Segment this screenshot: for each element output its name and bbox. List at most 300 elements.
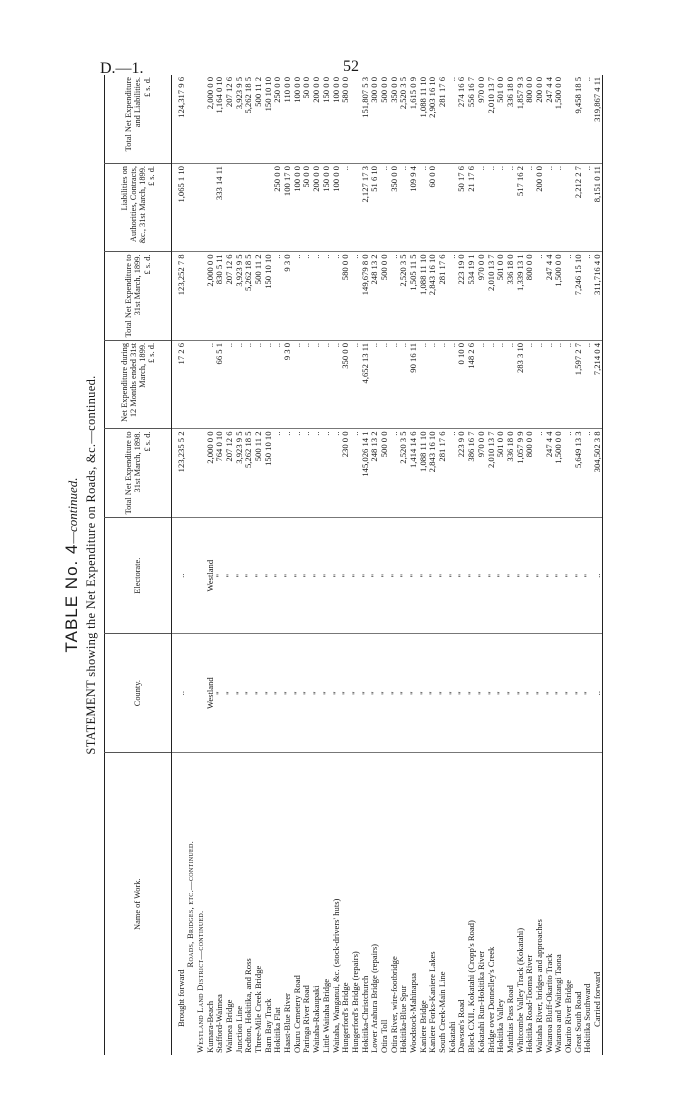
total-with-liabilities-cell: 500 0 0 bbox=[378, 77, 389, 103]
total-1898-cell: .. bbox=[292, 429, 302, 518]
total-with-liabilities-cell: 5,262 18 5 bbox=[243, 77, 254, 114]
liabilities-cell: 50 0 0 bbox=[302, 164, 312, 252]
total-with-liabilities-cell bbox=[350, 75, 360, 164]
net-12-months-cell: .. bbox=[312, 340, 322, 429]
col-net-12-months bbox=[105, 340, 172, 429]
total-1899-cell: 247 4 4 bbox=[544, 252, 554, 341]
total-with-liabilities-cell: 501 0 0 bbox=[495, 77, 506, 103]
total-1898-cell: .. bbox=[302, 429, 312, 518]
total-1898-cell: 5,649 13 3 bbox=[573, 429, 583, 518]
table-row bbox=[244, 75, 254, 1055]
total-1899-cell: 5,262 18 5 bbox=[244, 252, 254, 341]
county-cell: " bbox=[544, 633, 554, 752]
total-1899-cell: .. bbox=[292, 252, 302, 341]
col-total-1899 bbox=[105, 252, 172, 341]
work-name: Wataroa and Waitangi Taona bbox=[554, 753, 564, 1055]
total-1899-cell: .. bbox=[389, 252, 399, 341]
total-1899-cell: 207 12 6 bbox=[224, 252, 234, 341]
table-row bbox=[409, 75, 419, 1055]
total-1899-cell: .. bbox=[583, 252, 593, 341]
electorate-cell: " bbox=[525, 518, 535, 633]
table-row bbox=[312, 75, 322, 1055]
county-cell: " bbox=[515, 633, 525, 752]
total-1898-cell: .. bbox=[583, 429, 593, 518]
work-name: South Creek-Main Line bbox=[438, 753, 448, 1055]
work-name: Lower Arahura Bridge (repairs) bbox=[370, 753, 380, 1055]
net-12-months-cell: .. bbox=[263, 340, 273, 429]
table-row bbox=[457, 75, 467, 1055]
net-12-months-cell: .. bbox=[244, 340, 254, 429]
electorate-cell bbox=[186, 518, 196, 633]
net-12-months-cell: .. bbox=[292, 340, 302, 429]
liabilities-cell bbox=[447, 164, 457, 252]
total-with-liabilities-cell: 1,500 0 0 bbox=[553, 77, 564, 110]
county-cell: " bbox=[447, 633, 457, 752]
total-1898-cell: 230 0 0 bbox=[341, 429, 351, 518]
total-with-liabilities-cell: 2,000 0 0 bbox=[204, 77, 215, 110]
net-12-months-cell: 7,214 0 4 bbox=[593, 340, 603, 429]
work-name: Kaniere Bridge bbox=[418, 753, 428, 1055]
net-12-months-cell: .. bbox=[273, 340, 283, 429]
net-12-months-cell: .. bbox=[234, 340, 244, 429]
liabilities-cell: .. bbox=[341, 164, 351, 252]
liabilities-cell bbox=[224, 164, 234, 252]
work-name: Woodstock-Mahinapua bbox=[409, 753, 419, 1055]
county-cell: " bbox=[215, 633, 225, 752]
table-row bbox=[515, 75, 525, 1055]
liabilities-cell: 100 0 0 bbox=[331, 164, 341, 252]
total-with-liabilities-cell: .. bbox=[582, 77, 593, 82]
liabilities-cell: .. bbox=[544, 164, 554, 252]
county-cell: " bbox=[467, 633, 477, 752]
total-with-liabilities-cell: 281 17 6 bbox=[437, 77, 448, 108]
total-with-liabilities-cell: 207 12 6 bbox=[223, 77, 234, 108]
total-with-liabilities-cell: 2,520 3 5 bbox=[398, 77, 409, 110]
county-cell bbox=[186, 633, 196, 752]
liabilities-cell: .. bbox=[476, 164, 486, 252]
work-name: Block CXII., Kokatahi (Cropp's Road) bbox=[467, 753, 477, 1055]
table-row bbox=[573, 75, 583, 1055]
net-12-months-cell: .. bbox=[428, 340, 438, 429]
electorate-cell: " bbox=[476, 518, 486, 633]
total-with-liabilities-cell: 250 0 0 bbox=[272, 77, 283, 103]
total-with-liabilities-cell: 319,867 4 11 bbox=[593, 75, 603, 164]
total-1899-cell: 500 0 0 bbox=[379, 252, 389, 341]
header-row bbox=[105, 75, 172, 1055]
electorate-cell: " bbox=[554, 518, 564, 633]
total-1899-cell: 2,843 16 10 bbox=[428, 252, 438, 341]
net-12-months-cell: .. bbox=[583, 340, 593, 429]
work-name: Hungerford's Bridge bbox=[341, 753, 351, 1055]
work-name: Kaniere Forks-Kaniere Lakes bbox=[428, 753, 438, 1055]
liabilities-cell: .. bbox=[496, 164, 506, 252]
electorate-cell: " bbox=[505, 518, 515, 633]
total-1899-cell: 248 13 2 bbox=[370, 252, 380, 341]
liabilities-cell: 21 17 6 bbox=[467, 164, 477, 252]
net-12-months-cell: .. bbox=[564, 340, 574, 429]
electorate-cell: " bbox=[244, 518, 254, 633]
table-title-suffix: —continued. bbox=[65, 477, 80, 544]
col-total-with-liabilities-label: Total Net Expenditure and Liabilities. bbox=[124, 77, 143, 152]
total-1899-cell: 1,088 11 10 bbox=[418, 252, 428, 341]
work-name: Waitaha, Wanganui, &c. (stock-drivers' huts) bbox=[331, 753, 341, 1055]
liabilities-cell: 200 0 0 bbox=[534, 164, 544, 252]
work-name: Hokitika-Christchurch bbox=[360, 753, 370, 1055]
total-with-liabilities-cell: 2,903 16 10 bbox=[427, 77, 438, 118]
liabilities-cell bbox=[234, 164, 244, 252]
total-1899-cell: 123,252 7 8 bbox=[172, 252, 186, 341]
document-code: D.—1. bbox=[100, 60, 144, 77]
liabilities-cell: .. bbox=[583, 164, 593, 252]
electorate-cell: " bbox=[447, 518, 457, 633]
electorate-cell: " bbox=[409, 518, 419, 633]
net-12-months-cell: .. bbox=[379, 340, 389, 429]
net-12-months-cell: 9 3 0 bbox=[283, 340, 293, 429]
liabilities-cell: .. bbox=[554, 164, 564, 252]
net-12-months-cell: .. bbox=[321, 340, 331, 429]
electorate-cell: " bbox=[370, 518, 380, 633]
liabilities-cell: 350 0 0 bbox=[389, 164, 399, 252]
table-row bbox=[486, 75, 496, 1055]
col-liabilities bbox=[105, 164, 172, 252]
county-cell: " bbox=[244, 633, 254, 752]
table-row bbox=[292, 75, 302, 1055]
total-1898-cell: 150 10 10 bbox=[263, 429, 273, 518]
total-1899-cell: 150 10 10 bbox=[263, 252, 273, 341]
total-with-liabilities-cell: .. bbox=[446, 77, 457, 82]
total-1898-cell: 386 16 7 bbox=[467, 429, 477, 518]
total-1899-cell bbox=[186, 252, 196, 341]
liabilities-cell: .. bbox=[399, 164, 409, 252]
county-cell: " bbox=[534, 633, 544, 752]
total-with-liabilities-cell: 150 0 0 bbox=[320, 77, 331, 103]
total-with-liabilities-cell: 500 11 2 bbox=[253, 77, 264, 107]
electorate-cell: " bbox=[534, 518, 544, 633]
electorate-cell: " bbox=[428, 518, 438, 633]
liabilities-cell: .. bbox=[418, 164, 428, 252]
total-1898-cell: .. bbox=[331, 429, 341, 518]
liabilities-cell: 8,151 0 11 bbox=[593, 164, 603, 252]
net-12-months-cell: 283 3 10 bbox=[515, 340, 525, 429]
total-1899-cell: 7,246 15 10 bbox=[573, 252, 583, 341]
county-cell: Westland bbox=[205, 633, 215, 752]
county-cell: " bbox=[486, 633, 496, 752]
total-1899-cell: .. bbox=[321, 252, 331, 341]
work-name: Hungerford's Bridge (repairs) bbox=[350, 753, 360, 1055]
work-name: Okuru Cemetery Road bbox=[292, 753, 302, 1055]
total-with-liabilities-cell: 110 0 0 bbox=[282, 77, 293, 103]
total-1898-cell: 1,500 0 0 bbox=[554, 429, 564, 518]
total-with-liabilities-cell: 1,857 9 3 bbox=[514, 77, 525, 110]
liabilities-cell: 109 9 4 bbox=[409, 164, 419, 252]
net-12-months-cell: .. bbox=[447, 340, 457, 429]
electorate-cell: Westland bbox=[205, 518, 215, 633]
county-cell: " bbox=[583, 633, 593, 752]
total-1899-cell: 336 18 0 bbox=[505, 252, 515, 341]
electorate-cell: " bbox=[389, 518, 399, 633]
county-cell: " bbox=[418, 633, 428, 752]
total-with-liabilities-cell: 580 0 0 bbox=[340, 77, 351, 103]
liabilities-cell bbox=[263, 164, 273, 252]
electorate-cell: " bbox=[438, 518, 448, 633]
county-cell: " bbox=[409, 633, 419, 752]
total-1899-cell: 2,520 3 5 bbox=[399, 252, 409, 341]
liabilities-cell bbox=[350, 164, 360, 252]
net-12-months-cell: .. bbox=[534, 340, 544, 429]
work-name: Kokatahi Run-Hokitika River bbox=[476, 753, 486, 1055]
work-name: Haast-Blue River bbox=[283, 753, 293, 1055]
net-12-months-cell: .. bbox=[370, 340, 380, 429]
net-12-months-cell: .. bbox=[302, 340, 312, 429]
total-with-liabilities-cell: 800 0 0 bbox=[524, 77, 535, 103]
county-cell: " bbox=[331, 633, 341, 752]
county-cell: " bbox=[302, 633, 312, 752]
table-row bbox=[438, 75, 448, 1055]
table-row bbox=[389, 75, 399, 1055]
table-row bbox=[593, 75, 603, 1055]
electorate-cell: " bbox=[496, 518, 506, 633]
county-cell: " bbox=[283, 633, 293, 752]
work-name: Bridge over Donnelley's Creek bbox=[486, 753, 496, 1055]
total-1898-cell: 304,502 3 8 bbox=[593, 429, 603, 518]
total-1898-cell: 1,088 11 10 bbox=[418, 429, 428, 518]
liabilities-cell: 50 17 6 bbox=[457, 164, 467, 252]
electorate-cell: " bbox=[573, 518, 583, 633]
total-1898-cell: 764 0 10 bbox=[215, 429, 225, 518]
total-with-liabilities-cell: 970 0 0 bbox=[475, 77, 486, 103]
work-name: Matthias Pass Road bbox=[505, 753, 515, 1055]
net-12-months-cell: 90 16 11 bbox=[409, 340, 419, 429]
net-12-months-cell: .. bbox=[525, 340, 535, 429]
total-1899-cell: 3,923 9 5 bbox=[234, 252, 244, 341]
table-row bbox=[525, 75, 535, 1055]
table-row bbox=[215, 75, 225, 1055]
work-name: Little Waitaha Bridge bbox=[321, 753, 331, 1055]
work-name: Three-Mile Creek Bridge bbox=[254, 753, 264, 1055]
net-12-months-cell: .. bbox=[205, 340, 215, 429]
electorate-cell: " bbox=[467, 518, 477, 633]
net-12-months-cell: .. bbox=[554, 340, 564, 429]
net-12-months-cell: .. bbox=[224, 340, 234, 429]
net-12-months-cell: 0 10 0 bbox=[457, 340, 467, 429]
total-1898-cell: .. bbox=[534, 429, 544, 518]
total-1899-cell: 534 19 1 bbox=[467, 252, 477, 341]
total-1899-cell: 1,339 13 1 bbox=[515, 252, 525, 341]
total-1898-cell bbox=[195, 429, 205, 518]
net-12-months-cell: 66 5 1 bbox=[215, 340, 225, 429]
col-county: County. bbox=[105, 633, 172, 752]
county-cell: " bbox=[254, 633, 264, 752]
col-total-with-liabilities bbox=[105, 75, 172, 164]
table-title-main: TABLE No. 4 bbox=[62, 543, 81, 653]
total-1899-cell: 501 0 0 bbox=[496, 252, 506, 341]
total-with-liabilities-cell bbox=[195, 75, 205, 164]
net-12-months-cell: .. bbox=[254, 340, 264, 429]
rotated-table-page bbox=[62, 75, 672, 1055]
table-row bbox=[370, 75, 380, 1055]
county-cell: " bbox=[564, 633, 574, 752]
lsd-label: £ s. d. bbox=[142, 77, 152, 98]
net-12-months-cell: 17 2 6 bbox=[172, 340, 186, 429]
work-name: Barn Bay Track bbox=[263, 753, 273, 1055]
total-with-liabilities-cell: 50 0 0 bbox=[301, 77, 312, 99]
electorate-cell: " bbox=[341, 518, 351, 633]
work-name: Waitaha River, bridges and approaches bbox=[534, 753, 544, 1055]
liabilities-cell: .. bbox=[505, 164, 515, 252]
table-body bbox=[172, 75, 603, 1055]
table-row bbox=[254, 75, 264, 1055]
work-name: Hokitika Road-Tooma River bbox=[525, 753, 535, 1055]
total-1898-cell: 2,000 0 0 bbox=[205, 429, 215, 518]
total-with-liabilities-cell: 100 0 0 bbox=[330, 77, 341, 103]
liabilities-cell: 51 6 10 bbox=[370, 164, 380, 252]
table-row bbox=[224, 75, 234, 1055]
col-liabilities-label: Liabilities on Authorities, Contracts, &c., 31st March, 1899. bbox=[119, 166, 147, 244]
total-with-liabilities-cell: 1,164 0 10 bbox=[214, 77, 225, 114]
electorate-cell: " bbox=[515, 518, 525, 633]
work-name: Westland Land District—continued. bbox=[195, 753, 205, 1055]
table-row bbox=[544, 75, 554, 1055]
net-12-months-cell: .. bbox=[496, 340, 506, 429]
total-1899-cell: .. bbox=[534, 252, 544, 341]
liabilities-cell: 517 16 2 bbox=[515, 164, 525, 252]
net-12-months-cell: .. bbox=[418, 340, 428, 429]
work-name: Hokitika Flat bbox=[273, 753, 283, 1055]
net-12-months-cell: 1,597 2 7 bbox=[573, 340, 583, 429]
total-1899-cell: .. bbox=[302, 252, 312, 341]
net-12-months-cell: .. bbox=[505, 340, 515, 429]
table-row bbox=[534, 75, 544, 1055]
table-row bbox=[554, 75, 564, 1055]
county-cell: " bbox=[379, 633, 389, 752]
table-row bbox=[564, 75, 574, 1055]
net-12-months-cell: .. bbox=[389, 340, 399, 429]
electorate-cell: " bbox=[302, 518, 312, 633]
electorate-cell: " bbox=[321, 518, 331, 633]
work-name: Brought forward bbox=[172, 753, 186, 1055]
total-1898-cell: .. bbox=[321, 429, 331, 518]
county-cell: .. bbox=[172, 633, 186, 752]
liabilities-cell: .. bbox=[525, 164, 535, 252]
work-name: Dawson's Road bbox=[457, 753, 467, 1055]
electorate-cell: .. bbox=[593, 518, 603, 633]
electorate-cell: " bbox=[254, 518, 264, 633]
total-1898-cell: .. bbox=[564, 429, 574, 518]
county-cell: " bbox=[525, 633, 535, 752]
total-1899-cell: 2,000 0 0 bbox=[205, 252, 215, 341]
work-name: Wataroa Bluff-Okarito Track bbox=[544, 753, 554, 1055]
lsd-label: £ s. d. bbox=[147, 166, 157, 187]
net-12-months-cell: .. bbox=[331, 340, 341, 429]
total-with-liabilities-cell: 150 10 10 bbox=[262, 77, 273, 112]
total-1899-cell: 500 11 2 bbox=[254, 252, 264, 341]
table-row bbox=[283, 75, 293, 1055]
table-row bbox=[350, 75, 360, 1055]
liabilities-cell bbox=[205, 164, 215, 252]
net-12-months-cell: .. bbox=[544, 340, 554, 429]
table-row bbox=[583, 75, 593, 1055]
total-1898-cell: .. bbox=[447, 429, 457, 518]
electorate-cell: " bbox=[350, 518, 360, 633]
table-row bbox=[321, 75, 331, 1055]
total-1899-cell: 800 0 0 bbox=[525, 252, 535, 341]
total-with-liabilities-cell: 151,807 5 3 bbox=[359, 77, 370, 118]
total-1898-cell: .. bbox=[312, 429, 322, 518]
table-row bbox=[360, 75, 370, 1055]
county-cell: " bbox=[505, 633, 515, 752]
total-with-liabilities-cell: 200 0 0 bbox=[311, 77, 322, 103]
total-with-liabilities-cell: 556 16 7 bbox=[466, 77, 477, 108]
total-with-liabilities-cell: 336 18 0 bbox=[504, 77, 515, 108]
electorate-cell: " bbox=[564, 518, 574, 633]
lsd-label: £ s. d. bbox=[142, 254, 152, 275]
county-cell bbox=[195, 633, 205, 752]
electorate-cell: " bbox=[379, 518, 389, 633]
total-with-liabilities-cell: 9,458 18 5 bbox=[572, 77, 583, 114]
lsd-label: £ s. d. bbox=[142, 431, 152, 452]
liabilities-cell: 2,212 2 7 bbox=[573, 164, 583, 252]
electorate-cell: " bbox=[234, 518, 244, 633]
table-row bbox=[341, 75, 351, 1055]
total-with-liabilities-cell: 3,923 9 5 bbox=[233, 77, 244, 110]
total-1898-cell: 247 4 4 bbox=[544, 429, 554, 518]
total-1899-cell: 281 17 6 bbox=[438, 252, 448, 341]
county-cell: " bbox=[263, 633, 273, 752]
total-1899-cell: 2,010 13 7 bbox=[486, 252, 496, 341]
work-name: Otira River, wire-footbridge bbox=[389, 753, 399, 1055]
work-name: Roads, Bridges, etc.—continued. bbox=[186, 753, 196, 1055]
work-name: Hokitika Valley bbox=[496, 753, 506, 1055]
liabilities-cell: 100 17 0 bbox=[283, 164, 293, 252]
liabilities-cell bbox=[254, 164, 264, 252]
total-with-liabilities-cell: 1,088 11 10 bbox=[417, 77, 428, 118]
work-name: Whitcombe Valley Track (Kokatahi) bbox=[515, 753, 525, 1055]
total-with-liabilities-cell: 274 16 6 bbox=[456, 77, 467, 108]
col-electorate: Electorate. bbox=[105, 518, 172, 633]
table-title bbox=[62, 75, 82, 1055]
table-row bbox=[195, 75, 205, 1055]
total-1899-cell: 580 0 0 bbox=[341, 252, 351, 341]
total-1898-cell: 223 9 0 bbox=[457, 429, 467, 518]
electorate-cell: " bbox=[418, 518, 428, 633]
electorate-cell: .. bbox=[172, 518, 186, 633]
net-12-months-cell: 148 2 6 bbox=[467, 340, 477, 429]
table-row bbox=[234, 75, 244, 1055]
total-1899-cell bbox=[195, 252, 205, 341]
total-with-liabilities-cell: 247 4 4 bbox=[543, 77, 554, 103]
total-1898-cell: .. bbox=[350, 429, 360, 518]
col-name-of-work: Name of Work. bbox=[105, 753, 172, 1055]
total-with-liabilities-cell: 350 0 0 bbox=[388, 77, 399, 103]
liabilities-cell: 2,127 17 3 bbox=[360, 164, 370, 252]
work-name: Great South Road bbox=[573, 753, 583, 1055]
total-1898-cell: .. bbox=[283, 429, 293, 518]
electorate-cell: " bbox=[457, 518, 467, 633]
work-name: Waimea Bridge bbox=[224, 753, 234, 1055]
liabilities-cell bbox=[564, 164, 574, 252]
work-name: Okarito River Bridge bbox=[564, 753, 574, 1055]
county-cell: " bbox=[457, 633, 467, 752]
total-with-liabilities-cell: 200 0 0 bbox=[533, 77, 544, 103]
table-row bbox=[273, 75, 283, 1055]
total-1898-cell: .. bbox=[273, 429, 283, 518]
work-name: Kokatahi bbox=[447, 753, 457, 1055]
total-1899-cell: 311,716 4 0 bbox=[593, 252, 603, 341]
table-row bbox=[447, 75, 457, 1055]
work-name: Waitaha-Rakaupaki bbox=[312, 753, 322, 1055]
total-1899-cell: 970 0 0 bbox=[476, 252, 486, 341]
county-cell: " bbox=[234, 633, 244, 752]
